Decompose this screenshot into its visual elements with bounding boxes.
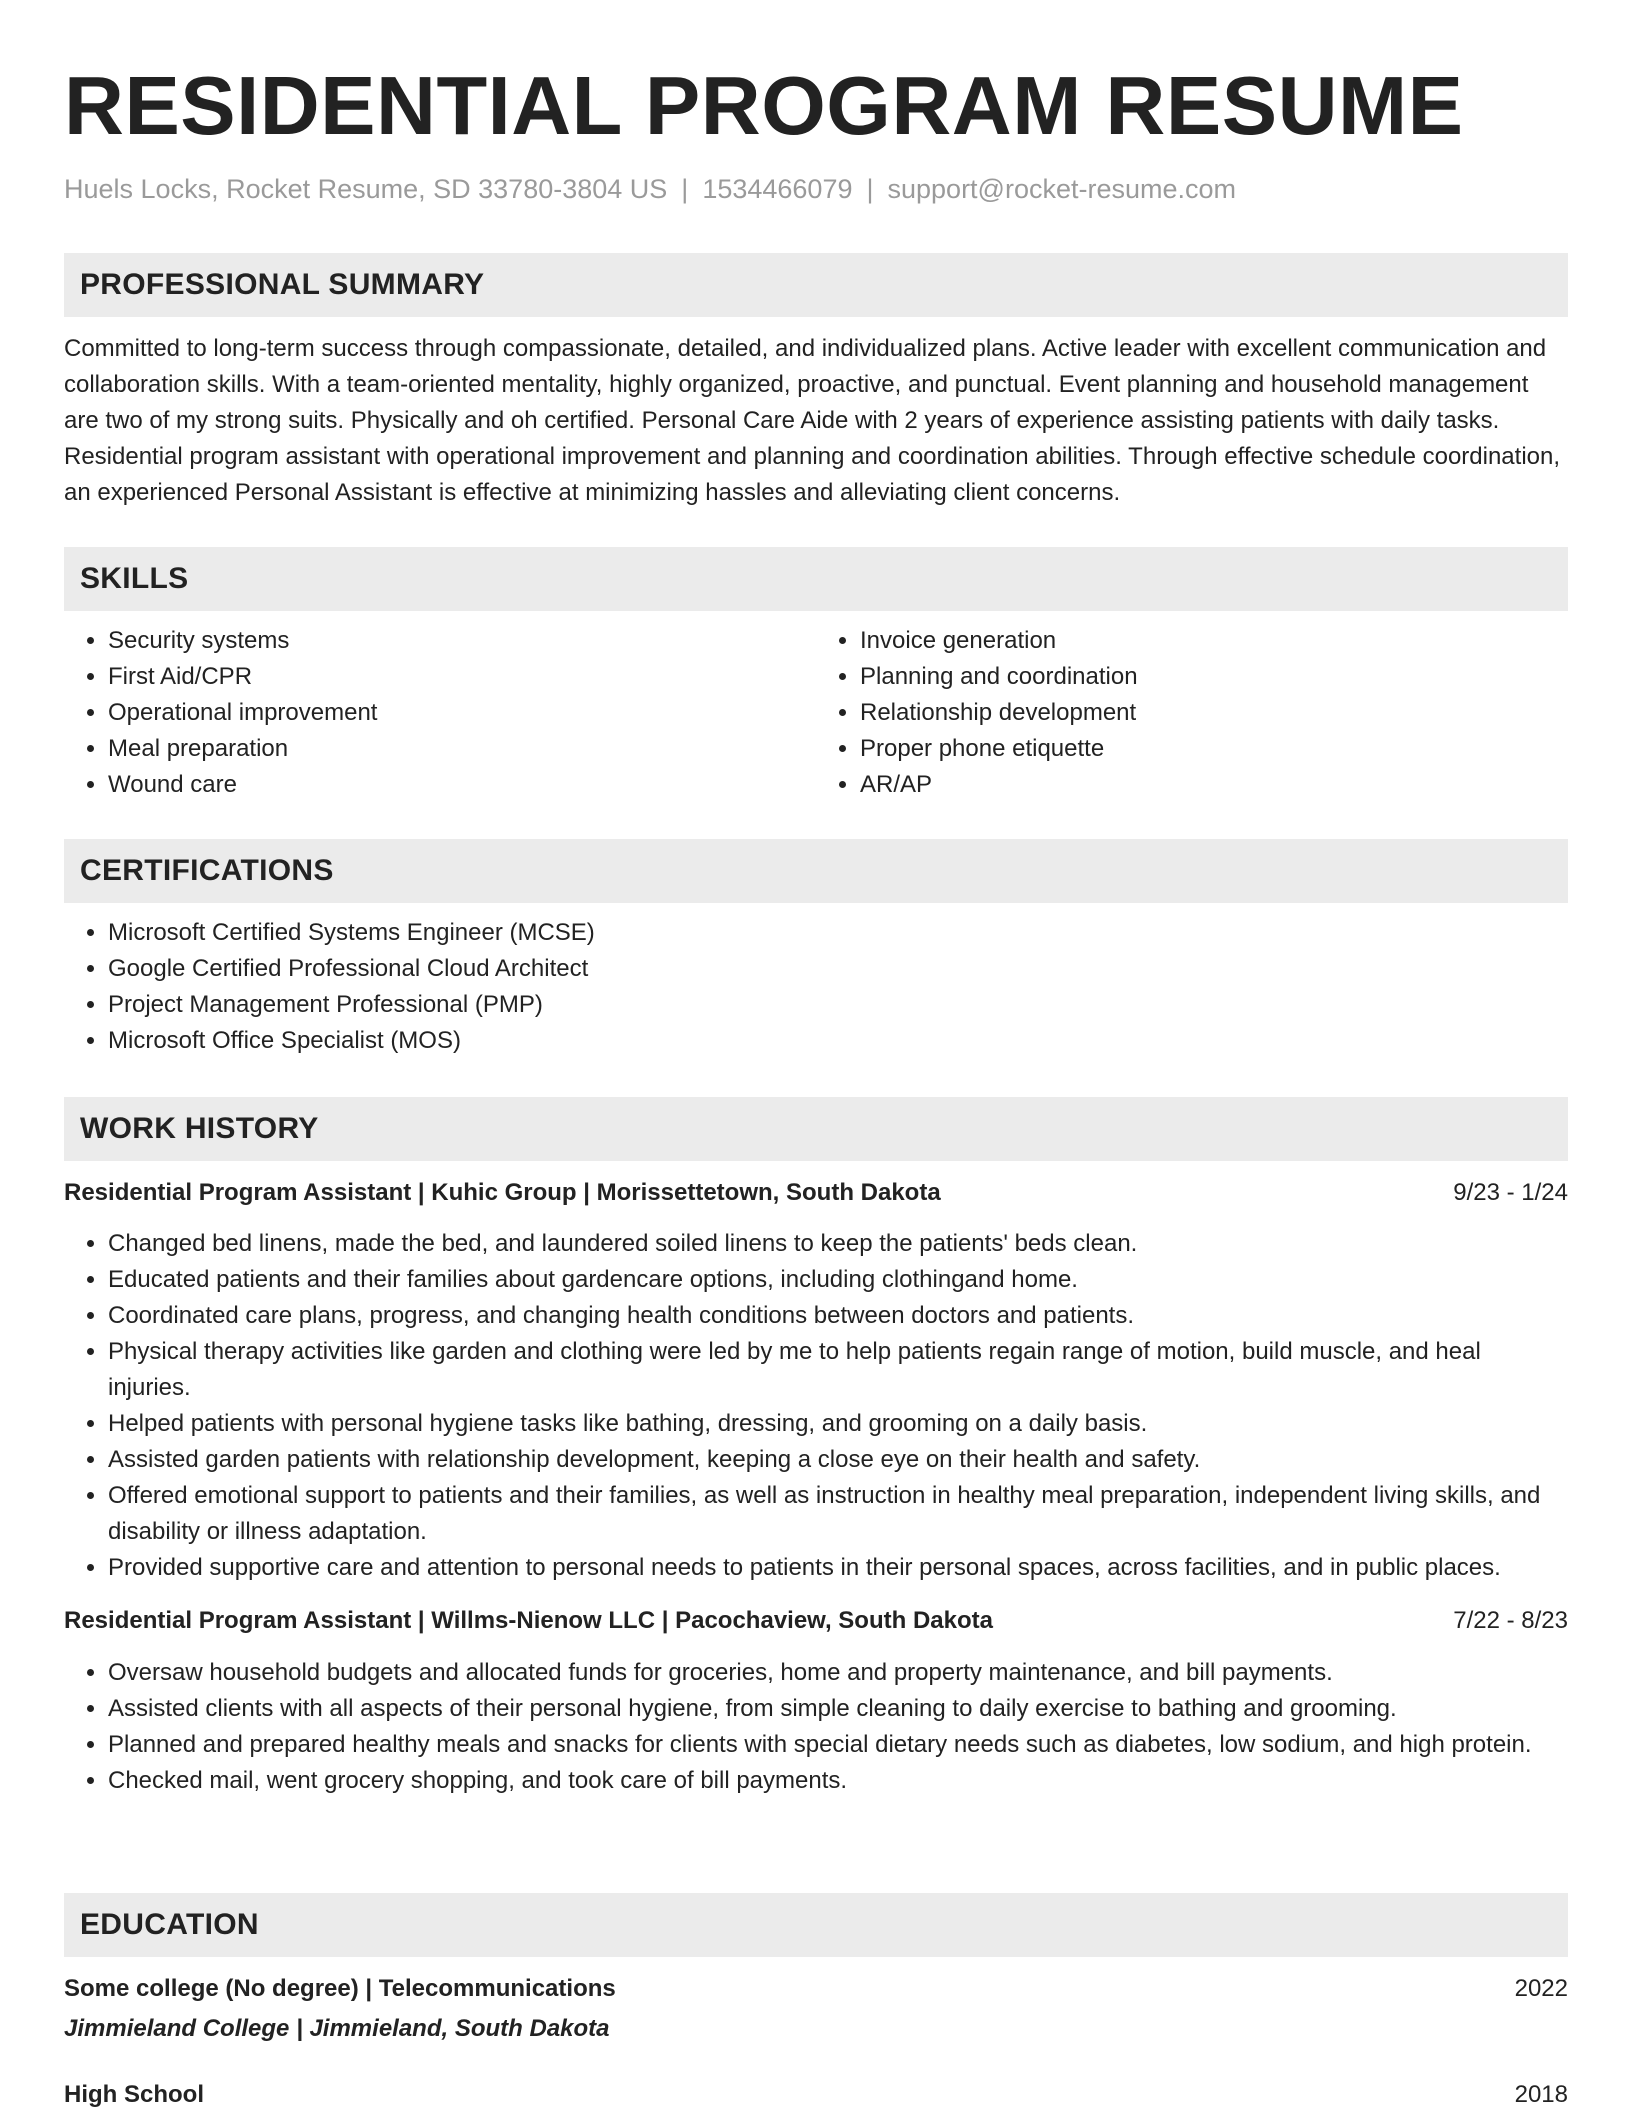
skills-grid [64,623,1568,803]
skill-item: • Security systems [108,623,816,659]
contact-separator: | [681,174,689,204]
certifications-section [64,839,1568,1059]
summary-header: PROFESSIONAL SUMMARY [64,253,1568,317]
job-bullets [64,1655,1568,1799]
skill-item: • Meal preparation [108,731,816,767]
education-section [64,1893,1568,2112]
job-bullet: • Physical therapy activities like garden and clothing were led by me to help patients regain range of motion, build muscle, and heal injuries. [108,1334,1568,1406]
job-bullet: • Educated patients and their families about gardencare options, including clothingand home. [108,1262,1568,1298]
skill-item: • First Aid/CPR [108,659,816,695]
skill-item: • Operational improvement [108,695,816,731]
skills-header: SKILLS [64,547,1568,611]
job-bullet: • Assisted clients with all aspects of their personal hygiene, from simple cleaning to daily exercise to bathing and grooming. [108,1691,1568,1727]
job-bullet: • Checked mail, went grocery shopping, and took care of bill payments. [108,1763,1568,1799]
skill-item: • Wound care [108,767,816,803]
education-year: 2018 [1514,2081,1568,2108]
skills-section [64,547,1568,803]
contact-address: Huels Locks, Rocket Resume, SD 33780-3804 US [64,174,668,204]
job-bullet: • Coordinated care plans, progress, and changing health conditions between doctors and patients. [108,1298,1568,1334]
skills-list-left [64,623,816,803]
work-history-header: WORK HISTORY [64,1097,1568,1161]
job-bullets [64,1226,1568,1586]
job-bullet: • Helped patients with personal hygiene tasks like bathing, dressing, and grooming on a daily basis. [108,1406,1568,1442]
resume-page [64,0,1568,2108]
education-entry [64,1972,1568,2046]
job-entry [64,1604,1568,1799]
contact-email: support@rocket-resume.com [887,174,1237,204]
skill-item: • AR/AP [860,767,1568,803]
job-bullet: • Provided supportive care and attention to personal needs to patients in their personal spaces, across facilities, and in public places. [108,1550,1568,1586]
skill-item: • Relationship development [860,695,1568,731]
job-heading: Residential Program Assistant | Willms-Nienow LLC | Pacochaview, South Dakota [64,1607,993,1634]
certifications-list [64,915,1568,1059]
certification-item: • Google Certified Professional Cloud Architect [108,951,1568,987]
skill-item: • Proper phone etiquette [860,731,1568,767]
job-heading-row [64,1604,1568,1638]
education-year: 2022 [1514,1975,1568,2002]
education-header: EDUCATION [64,1893,1568,1957]
education-degree: High School [64,2081,204,2108]
education-school: Jimmieland College | Jimmieland, South Dakota [64,2015,610,2042]
certification-item: • Project Management Professional (PMP) [108,987,1568,1023]
job-heading: Residential Program Assistant | Kuhic Group | Morissettetown, South Dakota [64,1179,941,1206]
contact-separator: | [866,174,874,204]
job-dates: 9/23 - 1/24 [1453,1179,1568,1206]
resume-title: RESIDENTIAL PROGRAM RESUME [64,59,1464,152]
job-dates: 7/22 - 8/23 [1453,1607,1568,1634]
job-entry [64,1176,1568,1586]
summary-text: Committed to long-term success through compassionate, detailed, and individualized plans. Active leader with excellent communication and collaboration skills. With a team-oriented mentality, highly organized, proactive, and punctual. Event planning and household management are two of my strong suits. Physically and oh certified. Personal Care Aide with 2 years of experience assisting patients with daily tasks. Residential program assistant with operational improvement and planning and coordination abilities. Through effective schedule coordination, an experienced Personal Assistant is effective at minimizing hassles and alleviating client concerns. [64,335,1561,506]
education-heading-row [64,2078,1568,2112]
education-heading-row [64,1972,1568,2006]
job-bullet: • Changed bed linens, made the bed, and laundered soiled linens to keep the patients' beds clean. [108,1226,1568,1262]
contact-phone: 1534466079 [702,174,853,204]
certification-item: • Microsoft Certified Systems Engineer (MCSE) [108,915,1568,951]
skill-item: • Invoice generation [860,623,1568,659]
contact-line [64,172,1568,206]
job-bullet: • Assisted garden patients with relationship development, keeping a close eye on their health and safety. [108,1442,1568,1478]
job-bullet: • Oversaw household budgets and allocated funds for groceries, home and property maintenance, and bill payments. [108,1655,1568,1691]
job-bullet: • Planned and prepared healthy meals and snacks for clients with special dietary needs such as diabetes, low sodium, and high protein. [108,1727,1568,1763]
work-history-section [64,1097,1568,1799]
certification-item: • Microsoft Office Specialist (MOS) [108,1023,1568,1059]
job-heading-row [64,1176,1568,1210]
certifications-header: CERTIFICATIONS [64,839,1568,903]
skills-list-right [816,623,1568,803]
education-degree: Some college (No degree) | Telecommunications [64,1975,616,2002]
education-entry [64,2078,1568,2112]
job-bullet: • Offered emotional support to patients and their families, as well as instruction in healthy meal preparation, independent living skills, and disability or illness adaptation. [108,1478,1568,1550]
skill-item: • Planning and coordination [860,659,1568,695]
summary-section [64,253,1568,511]
